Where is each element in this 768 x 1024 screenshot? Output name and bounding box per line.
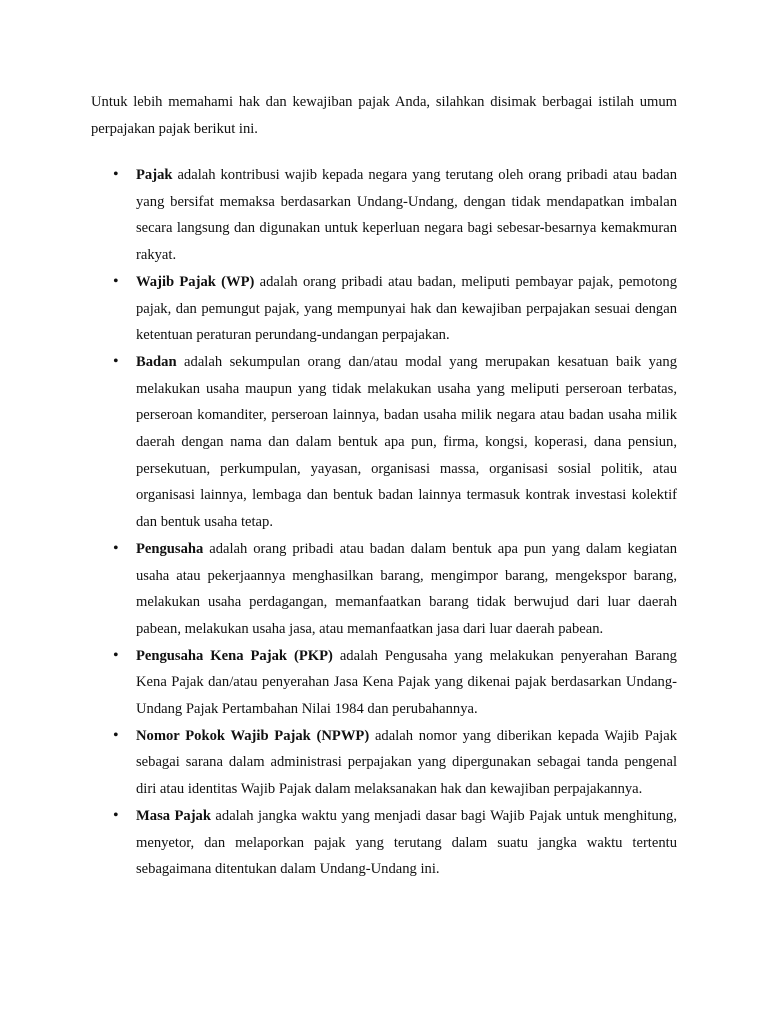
term-name: Masa Pajak (136, 807, 211, 824)
term-definition: adalah sekumpulan orang dan/atau modal yang merupakan kesatuan baik yang melakukan usaha maupun yang tidak melakukan usaha yang meliputi perseroan terbatas, perseroan komanditer, perseroan lainnya, badan usaha milik negara atau badan usaha milik daerah dengan nama dan dalam bentuk apa pun, firma, kongsi, koperasi, dana pensiun, persekutuan, perkumpulan, yayasan, organisasi massa, organisasi sosial politik, atau organisasi lainnya, lembaga dan bentuk badan lainnya termasuk kontrak investasi kolektif dan bentuk usaha tetap. (136, 353, 677, 531)
term-item-pkp (91, 643, 677, 723)
document-page (91, 89, 677, 883)
intro-paragraph: Untuk lebih memahami hak dan kewajiban pajak Anda, silahkan disimak berbagai istilah umum perpajakan pajak berikut ini. (91, 94, 677, 137)
term-name: Wajib Pajak (WP) (136, 273, 255, 290)
term-name: Badan (136, 353, 177, 370)
term-name: Pajak (136, 167, 173, 183)
bullet-icon: • (113, 806, 119, 824)
term-name: Pengusaha Kena Pajak (PKP) (136, 647, 333, 664)
term-definition: adalah jangka waktu yang menjadi dasar bagi Wajib Pajak untuk menghitung, menyetor, dan melaporkan pajak yang terutang dalam suatu jangka waktu tertentu sebagaimana ditentukan dalam Undang-Undang ini. (136, 807, 677, 878)
bullet-icon: • (113, 646, 119, 664)
terms-list (91, 162, 677, 883)
term-definition: adalah nomor yang diberikan kepada Wajib Pajak sebagai sarana dalam administrasi perpajakan yang dipergunakan sebagai tanda pengenal diri atau identitas Wajib Pajak dalam melaksanakan hak dan kewajiban perpajakannya. (136, 727, 678, 798)
term-item-pajak (91, 162, 677, 269)
term-item-pengusaha (91, 536, 677, 643)
bullet-icon: • (113, 166, 119, 183)
term-item-npwp (91, 723, 677, 803)
term-item-masa-pajak (91, 803, 677, 883)
bullet-icon: • (113, 726, 119, 744)
bullet-icon: • (113, 539, 119, 557)
bullet-icon: • (113, 352, 119, 370)
term-name: Pengusaha (136, 540, 204, 557)
term-definition: adalah orang pribadi atau badan, meliputi pembayar pajak, pemotong pajak, dan pemungut pajak, yang mempunyai hak dan kewajiban perpajakan sesuai dengan ketentuan peraturan perundang-undangan perpajakan. (136, 273, 678, 344)
term-definition: adalah Pengusaha yang melakukan penyerahan Barang Kena Pajak dan/atau penyerahan Jasa Kena Pajak yang dikenai pajak berdasarkan Undang-Undang Pajak Pertambahan Nilai 1984 dan perubahannya. (136, 647, 677, 718)
term-definition: adalah kontribusi wajib kepada negara yang terutang oleh orang pribadi atau badan yang bersifat memaksa berdasarkan Undang-Undang, dengan tidak mendapatkan imbalan secara langsung dan digunakan untuk keperluan negara bagi sebesar-besarnya kemakmuran rakyat. (136, 167, 677, 264)
term-name: Nomor Pokok Wajib Pajak (NPWP) (136, 727, 370, 744)
term-item-wajib-pajak (91, 269, 677, 349)
term-definition: adalah orang pribadi atau badan dalam bentuk apa pun yang dalam kegiatan usaha atau pekerjaannya menghasilkan barang, mengimpor barang, mengekspor barang, melakukan usaha perdagangan, memanfaatkan barang tidak berwujud dari luar daerah pabean, melakukan usaha jasa, atau memanfaatkan jasa dari luar daerah pabean. (136, 540, 677, 637)
bullet-icon: • (113, 272, 119, 290)
term-item-badan (91, 349, 677, 536)
